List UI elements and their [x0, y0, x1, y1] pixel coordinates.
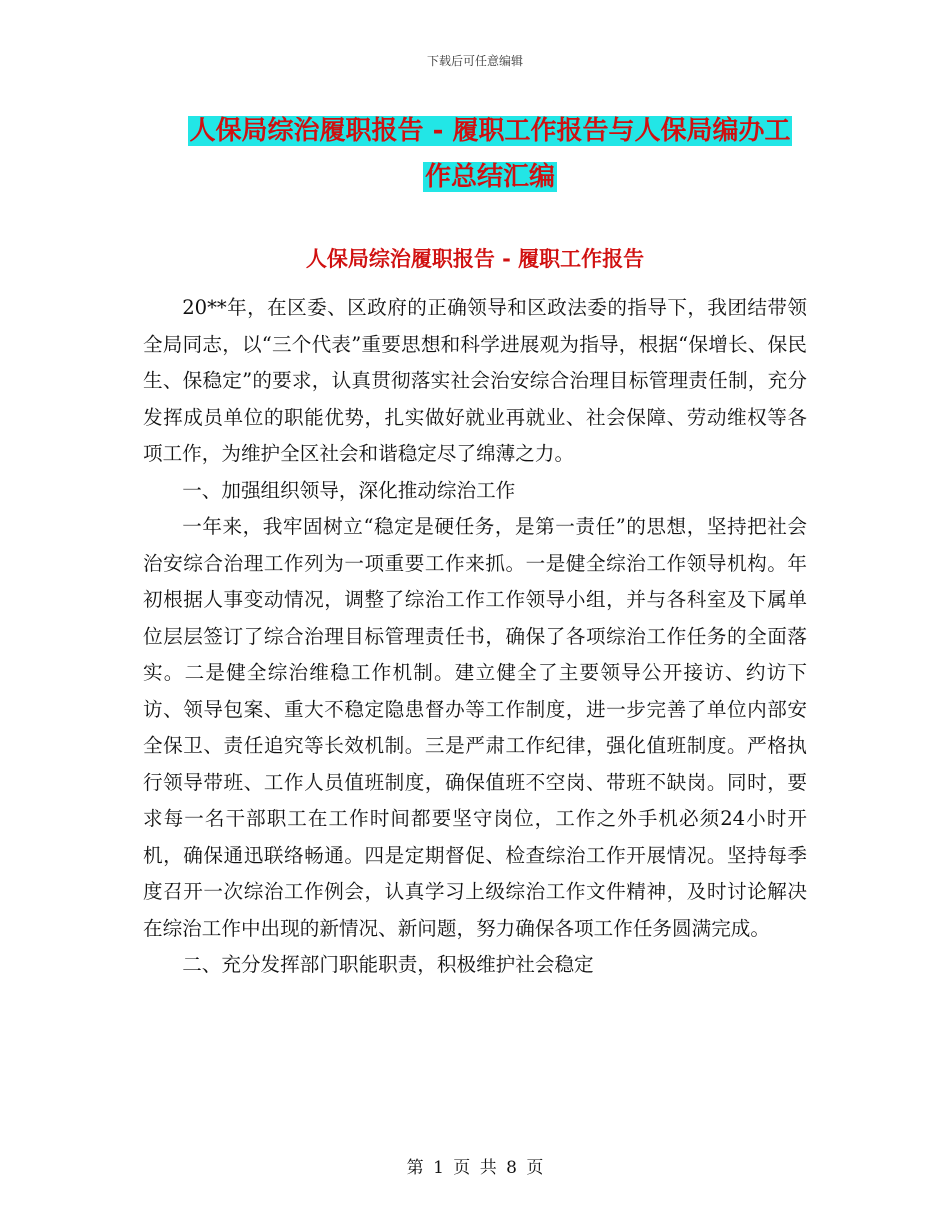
document-title-line-2: 作总结汇编 [424, 162, 555, 192]
heading-section-1: 一、加强组织领导，深化推动综治工作 [182, 478, 516, 502]
heading-section-2: 二、充分发挥部门职能职责，积极维护社会稳定 [182, 953, 594, 976]
document-title [150, 108, 830, 200]
paragraph-section-1: 一年来，我牢固树立“稳定是硬任务，是第一责任”的思想，坚持把社会治安综合治理工作列为一项重要工作来抓。一是健全综治工作领导机构。年初根据人事变动情况，调整了综治工作工作领导小组，并与各科室及下属单位层层签订了综合治理目标管理责任书，确保了各项综治工作任务的全面落实。二是健全综治维稳工作机制。建立健全了主要领导公开接访、约访下访、领导包案、重大不稳定隐患督办等工作制度，进一步完善了单位内部安全保卫、责任追究等长效机制。三是严肃工作纪律，强化值班制度。严格执行领导带班、工作人员值班制度，确保值班不空岗、带班不缺岗。同时，要求每一名干部职工在工作时间都要坚守岗位，工作之外手机必须24小时开机，确保通迅联络畅通。四是定期督促、检查综治工作开展情况。坚持每季度召开一次综治工作例会，认真学习上级综治工作文件精神，及时讨论解决在综治工作中出现的新情况、新问题，努力确保各项工作任务圆满完成。 [143, 515, 807, 940]
page-header: 下载后可任意编辑 [426, 54, 523, 68]
section-title: 人保局综治履职报告 - 履职工作报告 [305, 247, 645, 271]
page-number: 第 1 页 共 8 页 [406, 1158, 544, 1178]
paragraph-intro: 20**年，在区委、区政府的正确领导和区政法委的指导下，我团结带领全局同志，以“三个代表”重要思想和科学进展观为指导，根据“保增长、保民生、保稳定”的要求，认真贯彻落实社会治安综合治理目标管理责任制，充分发挥成员单位的职能优势，扎实做好就业再就业、社会保障、劳动维权等各项工作，为维护全区社会和谐稳定尽了绵薄之力。 [143, 296, 807, 465]
document-title-line-1: 人保局综治履职报告 - 履职工作报告与人保局编办工 [189, 116, 791, 146]
document-body [143, 290, 807, 984]
